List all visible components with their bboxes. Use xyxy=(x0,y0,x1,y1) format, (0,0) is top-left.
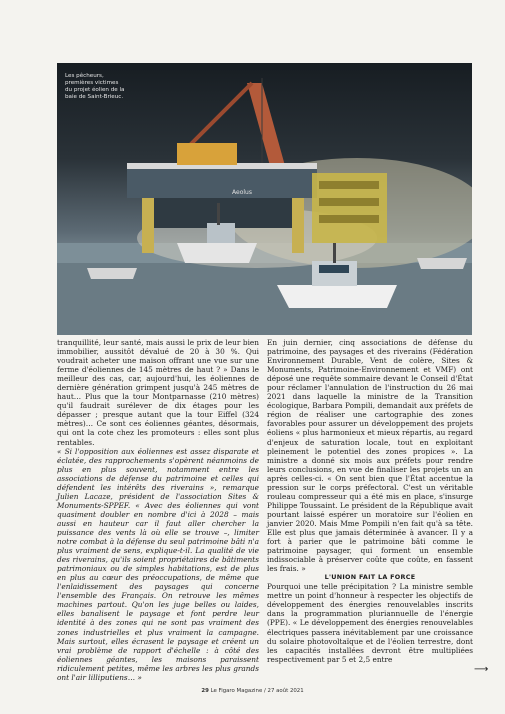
offshore-platform-illustration xyxy=(57,63,472,335)
photo-caption: Les pêcheurs, premières victimes du projet éolien de la baie de Saint-Brieuc. xyxy=(65,73,125,100)
publication-info: Le Figaro Magazine / 27 août 2021 xyxy=(210,688,304,694)
left-paragraph-1: tranquillité, leur santé, mais aussi le prix de leur bien immobilier, aussitôt dévalué de 20 à 30 %. Qui voudrait acheter une maison offrant une vue sur une ferme d'éoliennes de 145 mètres de haut ? » Dans le meilleur des cas, car, aujourd'hui, les éoliennes de dernière génération grimpent jusqu'à 245 mètres de haut… Plus que la tour Montparnasse (210 mètres) qu'il faudrait surélever de dix étages pour les dépasser ; presque autant que la tour Eiffel (324 mètres)… Ce sont ces éoliennes géantes, désormais, qui ont la cote chez les promoteurs : elles sont plus rentables. xyxy=(57,338,259,447)
right-paragraph-1: En juin dernier, cinq associations de défense du patrimoine, des paysages et des riverains (Fédération Environnement Durable, Vent de colère, Sites & Monuments, Patrimoine-Environnement et VMF) ont déposé une requête sommaire devant le Conseil d'État pour réclamer l'annulation de l'instruction du 26 mai 2021 dans laquelle la ministre de la Transition écologique, Barbara Pompili, demandait aux préfets de région de réaliser une cartographie des zones favorables pour assurer un développement des projets éoliens « plus harmonieux et mieux répartis, au regard d'enjeux de saturation locale, tout en exploitant pleinement le potentiel des zones propices ». La ministre a donné six mois aux préfets pour rendre leurs conclusions, en vue de finaliser les projets un an après celles-ci. « On sent bien que l'État accentue la pression sur le corps préfectoral. C'est un véritable rouleau compresseur qui a été mis en place, s'insurge Philippe Toussaint. Le président de la République avait pourtant laissé espérer un moratoire sur l'éolien en janvier 2020. Mais Mme Pompili n'en fait qu'à sa tête. Elle est plus que jamais déterminée à avancer. Il y a fort à parier que le patrimoine bâti comme le patrimoine paysager, qui forment un ensemble indissociable à préserver coûte que coûte, en fassent les frais. » xyxy=(267,338,473,574)
left-column xyxy=(57,338,259,682)
page-footer xyxy=(0,688,505,694)
right-column xyxy=(267,338,473,664)
continue-arrow-icon: ⟶ xyxy=(474,664,489,675)
section-subheading: L'UNION FAIT LA FORCE xyxy=(324,573,416,582)
article-photo xyxy=(57,63,472,335)
left-paragraph-2: « Si l'opposition aux éoliennes est assez disparate et éclatée, des rapprochements s'opèrent néanmoins de plus en plus souvent, notamment entre les associations de défense du patrimoine et celles qui défendent les intérêts des riverains », remarque Julien Lacaze, président de l'association Sites & Monuments-SPPEF. « Avec des éoliennes qui vont quasiment doubler en nombre d'ici à 2028 – mais aussi en hauteur car il faut aller chercher la puissance des vents là où elle se trouve –, limiter notre combat à la défense du seul patrimoine bâti n'a plus vraiment de sens, explique-t-il. La qualité de vie des riverains, qu'ils soient propriétaires de bâtiments patrimoniaux ou de simples habitations, est de plus en plus au cœur des préoccupations, de même que l'enlaidissement des paysages qui concerne l'ensemble des Français. On retrouve les mêmes machines partout. Qu'on les juge belles ou laides, elles banalisent le paysage et font perdre leur identité à des zones qui ne sont pas vraiment des zones industrielles et plus vraiment la campagne. Mais surtout, elles écrasent le paysage et créent un vrai problème de rapport d'échelle : à côté des éoliennes géantes, les maisons paraissent ridiculement petites, même les arbres les plus grands ont l'air lilliputiens… » xyxy=(57,446,259,682)
ship-name: Aeolus xyxy=(232,189,252,196)
page-number: 29 xyxy=(201,688,209,694)
right-paragraph-2: Pourquoi une telle précipitation ? La ministre semble mettre un point d'honneur à respecter les objectifs de développement des énergies renouvelables inscrits dans la programmation pluriannuelle de l'énergie (PPE). « Le développement des énergies renouvelables électriques passera inévitablement par une croissance du solaire photovoltaïque et de l'éolien terrestre, dont les capacités installées devront être multipliées respectivement par 5 et 2,5 entre xyxy=(267,582,473,664)
